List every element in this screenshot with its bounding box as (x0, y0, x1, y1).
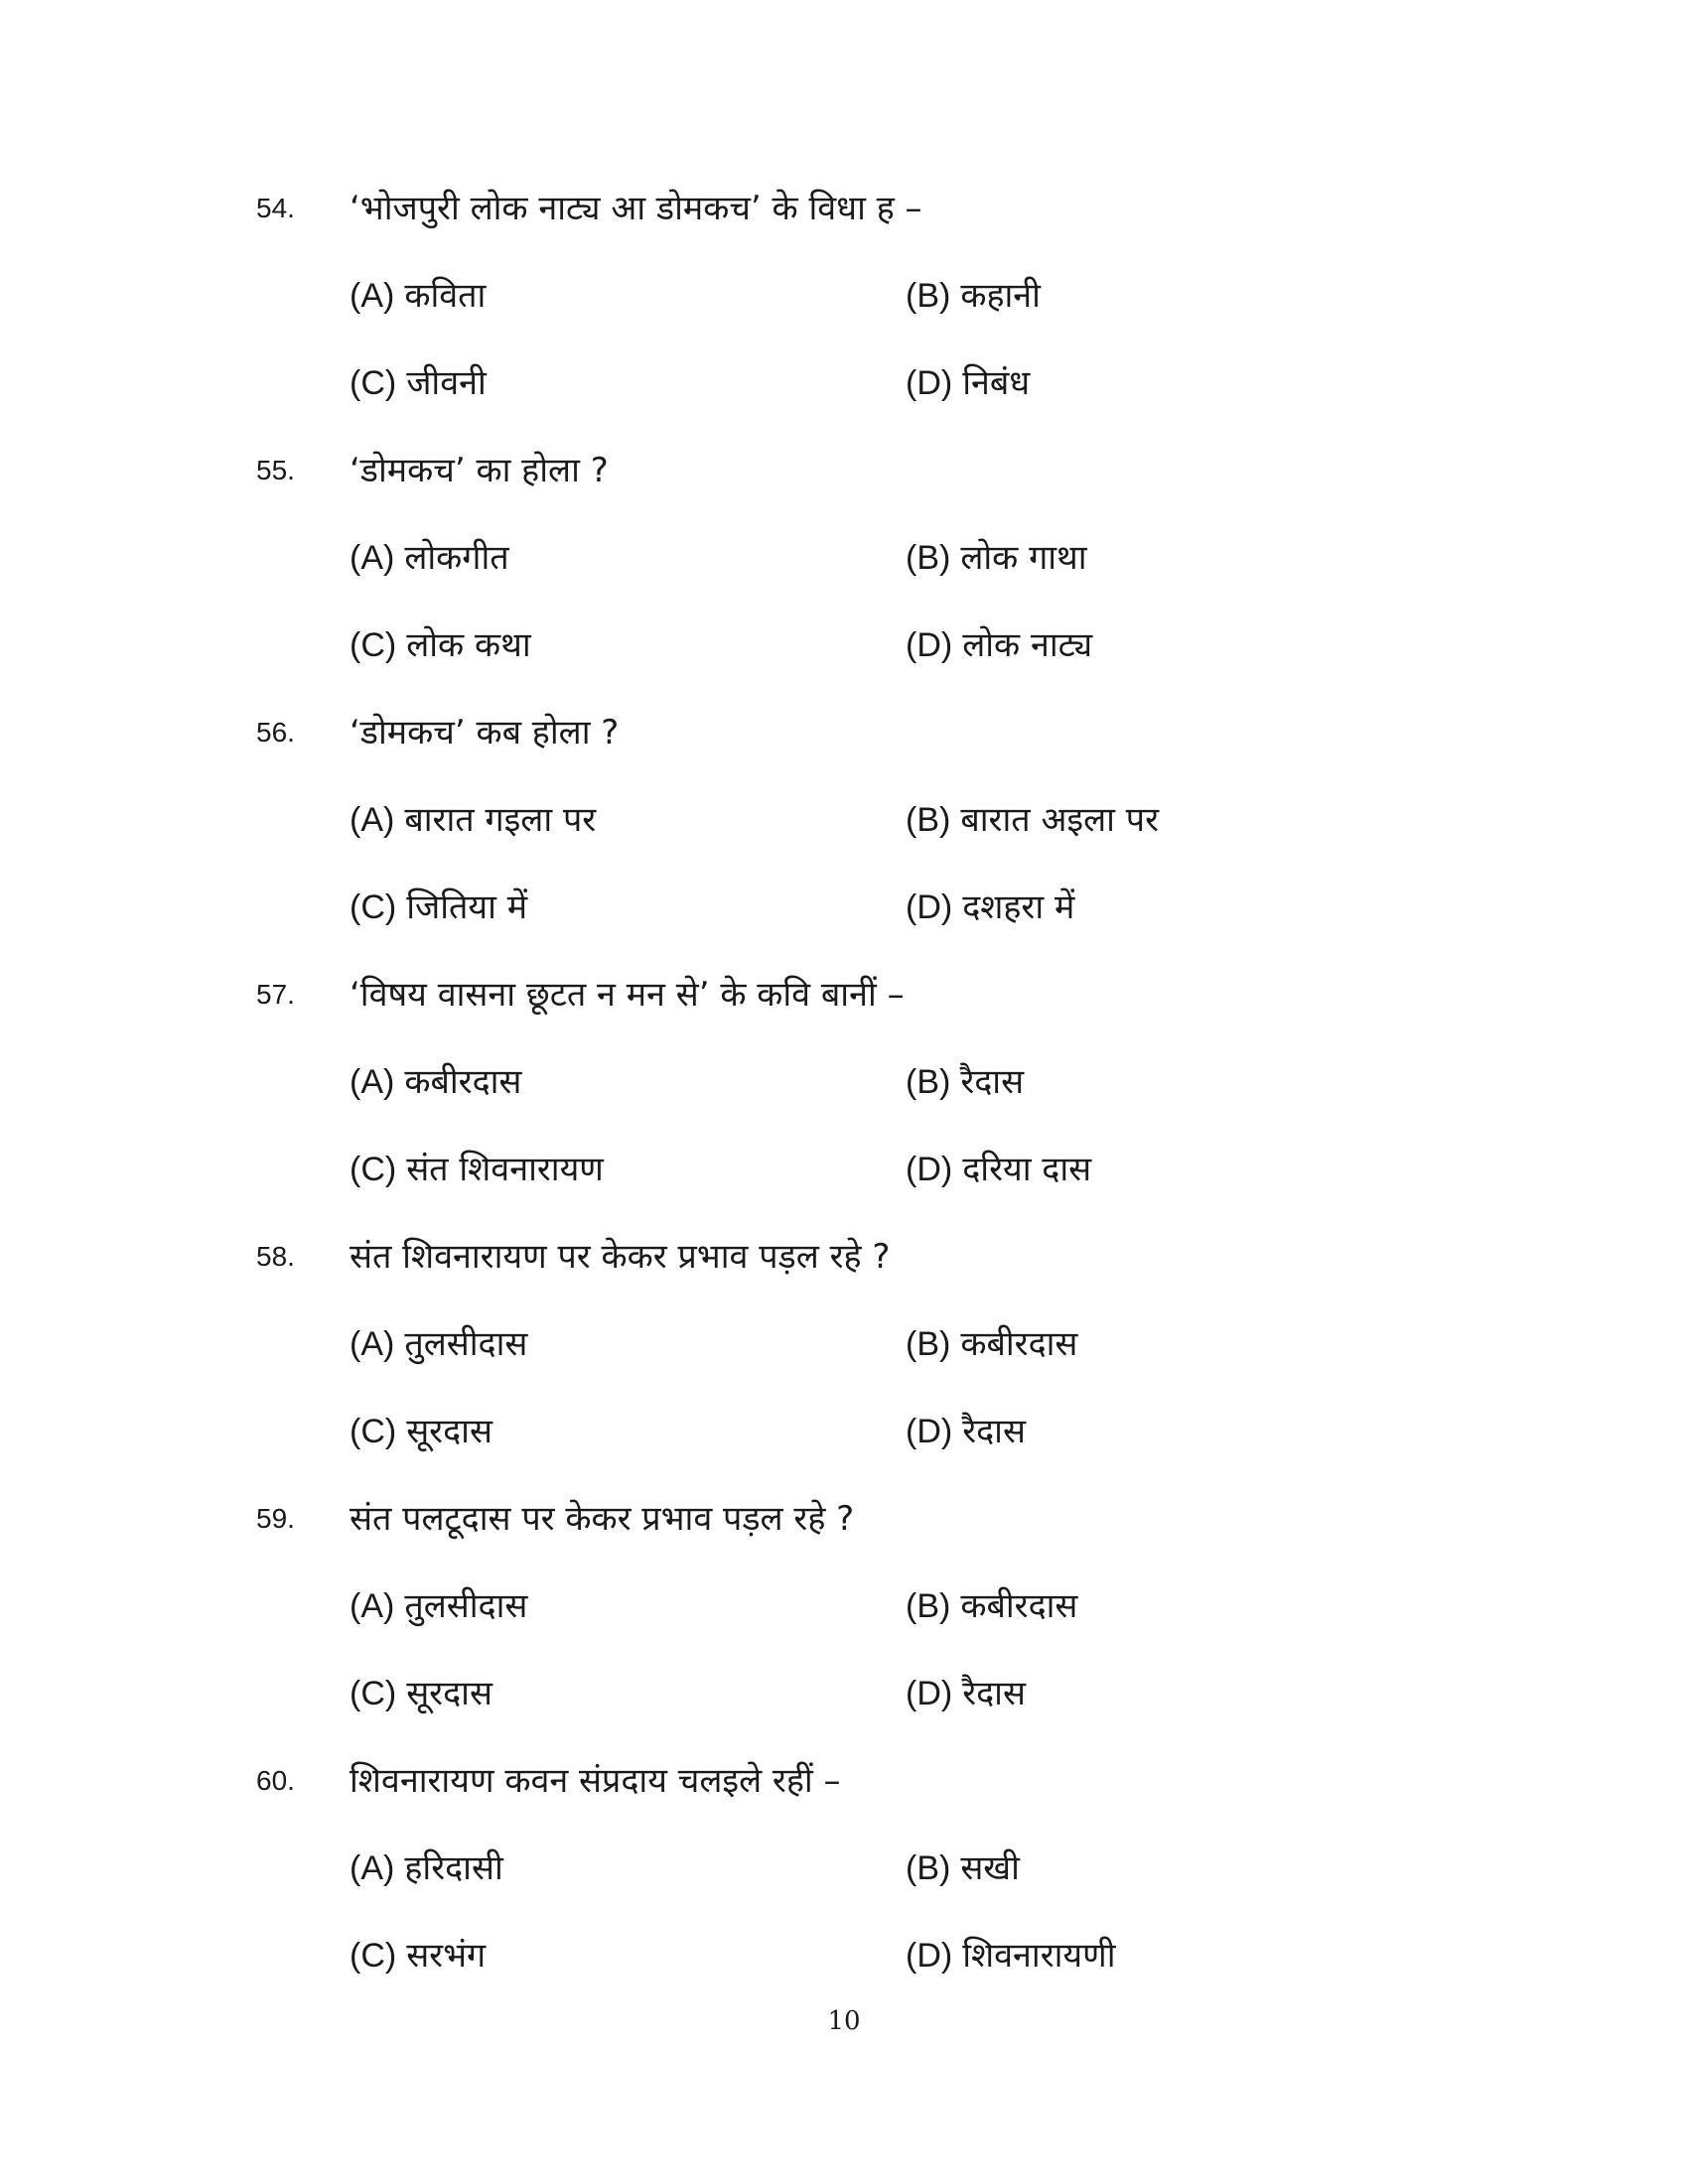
question-58 (0, 1235, 1688, 1497)
option-d (906, 1410, 1026, 1453)
question-number: 54. (256, 193, 295, 223)
question-text: ‘डोमकच’ का होला ? (350, 451, 609, 490)
question-59 (0, 1497, 1688, 1759)
question-text: ‘भोजपुरी लोक नाट्य आ डोमकच’ के विधा ह – (350, 189, 922, 228)
option-d (906, 886, 1074, 929)
option-text: सूरदास (406, 1412, 492, 1451)
option-text: बारात अइला पर (960, 800, 1160, 840)
question-number: 60. (256, 1765, 295, 1796)
option-c (350, 886, 527, 929)
option-letter: (A) (350, 277, 395, 315)
option-c (350, 361, 487, 405)
option-a (350, 798, 596, 842)
option-text: सरभंग (406, 1936, 487, 1976)
option-letter: (B) (906, 801, 951, 839)
question-text: शिवनारायण कवन संप्रदाय चलइले रहीं – (350, 1761, 841, 1801)
option-d (906, 1934, 1116, 1978)
option-text: सखी (960, 1848, 1020, 1888)
option-c (350, 623, 531, 667)
option-c (350, 1410, 492, 1453)
option-b (906, 1584, 1077, 1628)
option-letter: (A) (350, 539, 395, 577)
option-letter: (C) (350, 1151, 397, 1188)
question-text: ‘डोमकच’ कब होला ? (350, 713, 620, 752)
question-text: ‘विषय वासना छूटत न मन से’ के कवि बानीं – (350, 975, 905, 1015)
option-c (350, 1148, 604, 1191)
option-text: निबंध (962, 363, 1031, 403)
option-text: जितिया में (406, 887, 528, 927)
option-text: लोकगीत (404, 538, 509, 578)
option-a (350, 274, 486, 318)
option-text: कविता (404, 276, 487, 316)
question-text: संत पलटूदास पर केकर प्रभाव पड़ल रहे ? (350, 1499, 855, 1539)
option-a (350, 1322, 527, 1366)
option-text: दरिया दास (962, 1150, 1092, 1189)
question-54 (0, 187, 1688, 449)
option-text: शिवनारायणी (962, 1936, 1116, 1976)
option-d (906, 623, 1092, 667)
option-letter: (B) (906, 1849, 951, 1887)
option-letter: (C) (350, 1675, 397, 1712)
option-letter: (D) (906, 1675, 953, 1712)
option-letter: (C) (350, 1937, 397, 1975)
option-b (906, 536, 1087, 580)
option-text: तुलसीदास (404, 1324, 528, 1364)
option-letter: (B) (906, 1587, 951, 1625)
question-number: 57. (256, 979, 295, 1010)
question-60 (0, 1759, 1688, 2021)
option-letter: (D) (906, 364, 953, 402)
option-text: जीवनी (406, 363, 487, 403)
option-b (906, 1846, 1020, 1890)
option-b (906, 798, 1159, 842)
option-text: रैदास (962, 1674, 1026, 1713)
option-b (906, 1322, 1077, 1366)
option-letter: (D) (906, 888, 953, 926)
option-text: हरिदासी (404, 1848, 503, 1888)
question-55 (0, 449, 1688, 711)
option-letter: (D) (906, 1937, 953, 1975)
option-letter: (A) (350, 1587, 395, 1625)
option-b (906, 1060, 1024, 1104)
option-text: लोक कथा (406, 625, 531, 665)
question-56 (0, 711, 1688, 973)
option-text: लोक गाथा (960, 538, 1087, 578)
page-number: 10 (827, 2006, 861, 2036)
option-letter: (B) (906, 1063, 951, 1101)
option-letter: (B) (906, 277, 951, 315)
option-letter: (A) (350, 801, 395, 839)
option-letter: (C) (350, 1413, 397, 1450)
option-letter: (A) (350, 1849, 395, 1887)
option-letter: (C) (350, 364, 397, 402)
option-text: बारात गइला पर (404, 800, 597, 840)
option-text: दशहरा में (962, 887, 1075, 927)
option-d (906, 1672, 1026, 1715)
option-c (350, 1934, 486, 1978)
option-d (906, 361, 1030, 405)
option-a (350, 1584, 527, 1628)
option-c (350, 1672, 492, 1715)
option-letter: (A) (350, 1325, 395, 1363)
question-number: 59. (256, 1503, 295, 1534)
option-text: रैदास (960, 1062, 1025, 1102)
option-text: रैदास (962, 1412, 1026, 1451)
option-text: सूरदास (406, 1674, 492, 1713)
option-letter: (B) (906, 539, 951, 577)
option-text: लोक नाट्य (962, 625, 1093, 665)
option-letter: (C) (350, 626, 397, 664)
option-a (350, 536, 509, 580)
option-letter: (B) (906, 1325, 951, 1363)
option-letter: (C) (350, 888, 397, 926)
option-letter: (D) (906, 1151, 953, 1188)
option-text: कहानी (960, 276, 1041, 316)
option-letter: (A) (350, 1063, 395, 1101)
question-number: 55. (256, 455, 295, 485)
question-text: संत शिवनारायण पर केकर प्रभाव पड़ल रहे ? (350, 1237, 891, 1277)
option-d (906, 1148, 1091, 1191)
option-letter: (D) (906, 626, 953, 664)
question-number: 58. (256, 1241, 295, 1272)
option-text: कबीरदास (960, 1324, 1078, 1364)
option-text: कबीरदास (960, 1586, 1078, 1626)
question-number: 56. (256, 717, 295, 748)
option-text: संत शिवनारायण (406, 1150, 604, 1189)
option-a (350, 1060, 521, 1104)
option-text: तुलसीदास (404, 1586, 528, 1626)
question-57 (0, 973, 1688, 1235)
option-letter: (D) (906, 1413, 953, 1450)
option-a (350, 1846, 503, 1890)
option-b (906, 274, 1041, 318)
option-text: कबीरदास (404, 1062, 522, 1102)
